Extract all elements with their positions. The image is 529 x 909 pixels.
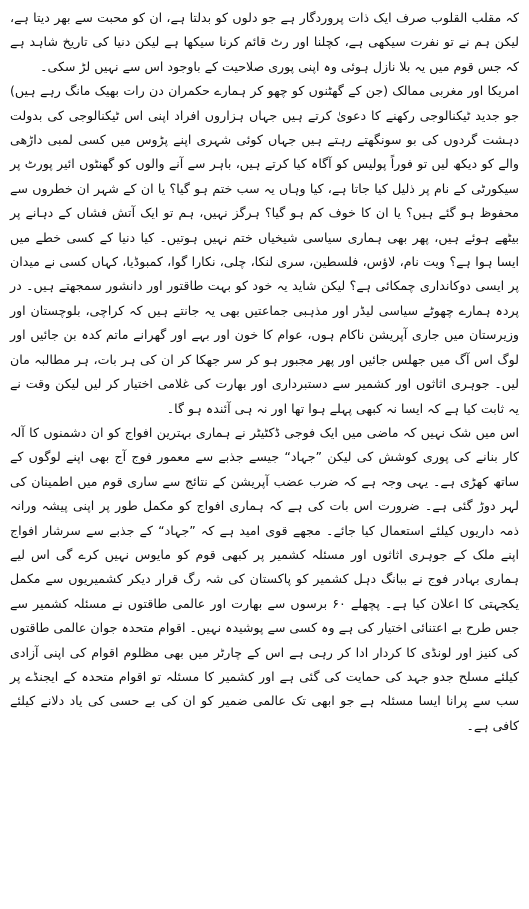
paragraph-opening: کہ مقلب القلوب صرف ایک ذات پروردگار ہے جو دلوں کو بدلتا ہے، ان کو محبت سے بھر دیتا ہے، لیکن ہم نے تو نفرت سیکھی ہے، کچلنا اور رٹ قائم کرنا سیکھا ہے لیکن دنیا کی تاریخ شاہد ہے کہ جس قوم میں یہ بلا نازل ہوئی وہ اپنی پوری صلاحیت کے باوجود اس سے نہیں لڑ سکی۔ bbox=[10, 10, 519, 74]
paragraph-western-countries: امریکا اور مغربی ممالک (جن کے گھٹنوں کو چھو کر ہمارے حکمران دن رات بھیک مانگ رہے ہیں) جو جدید ٹیکنالوجی رکھنے کا دعویٰ کرتے ہیں جہاں ہزاروں افراد اپنی اس ٹیکنالوجی کی بدولت دہشت گردوں کی بو سونگھتے رہتے ہیں جہاں کوئی شہری اپنے پڑوس میں کسی لمبی داڑھی والے کو دیکھ لیں تو فوراً پولیس کو آگاہ کیا کرتے ہیں، باہر سے آنے والوں کو گھنٹوں ائیر پورٹ پر سیکورٹی کے نام پر ذلیل کیا جاتا ہے، کیا وہاں یہ سب ختم ہو گیا؟ یا ان کے شہر ان خطروں سے محفوظ ہو گئے ہیں؟ یا ان کا خوف کم ہو گیا؟ ہرگز نہیں، ہم تو ایک آتش فشاں کے دہانے پر بیٹھے ہوئے ہیں، پھر بھی ہماری سیاسی شیخیاں ختم نہیں ہوتیں۔ کیا دنیا کے کسی خطے میں ایسا ہوا ہے؟ ویت نام، لاؤس، فلسطین، سری لنکا، چلی، نکارا گوا، کمبوڈیا، کہاں کسی نے میدان پر ایسی دوکانداری چمکائی ہے؟ لیکن شاید یہ خود کو بہت طاقتور اور دانشور سمجھتے ہیں۔ در پردہ ہمارے چھوٹے سیاسی لیڈر اور مذہبی جماعتیں بھی یہ جانتے ہیں کہ کراچی، بلوچستان اور وزیرستان میں جاری آپریشن ناکام ہوں، عوام کا خون اور بہے اور گھرانے ماتم کدہ بن جائیں اور لوگ اس آگ میں جھلس جائیں اور پھر مجبور ہو کر سر جھکا کر ان کی ہر بات، ہر مطالبہ مان لیں۔ جوہری اثاثوں اور کشمیر سے دستبرداری اور بھارت کی غلامی اختیار کر لیں لیکن وقت نے یہ ثابت کیا ہے کہ ایسا نہ کبھی پہلے ہوا تھا اور نہ ہی آئندہ ہو گا۔ bbox=[10, 83, 519, 416]
paragraph-army-kashmir: اس میں شک نہیں کہ ماضی میں ایک فوجی ڈکٹیٹر نے ہماری بہترین افواج کو ان دشمنوں کا آلہ کار بنانے کی پوری کوشش کی لیکن ”جہاد“ جیسے جذبے سے معمور فوج آج بھی اپنے لوگوں کے ساتھ کھڑی ہے۔ یہی وجہ ہے کہ ضرب عضب آپریشن کے نتائج سے ساری قوم میں اطمینان کی لہر دوڑ گئی ہے۔ ضرورت اس بات کی ہے کہ ہماری افواج کو مکمل طور پر اپنی پیشہ ورانہ ذمہ داریوں کیلئے استعمال کیا جائے۔ مجھے قوی امید ہے کہ ”جہاد“ کے جذبے سے سرشار افواج اپنے ملک کے جوہری اثاثوں اور مسئلہ کشمیر پر کبھی قوم کو مایوس نہیں کرے گی اس لیے ہماری بہادر فوج نے ببانگ دہل کشمیر کو پاکستان کی شہ رگ قرار دیکر کشمیریوں سے مکمل یکجہتی کا اعلان کیا ہے۔ پچھلے ۶۰ برسوں سے بھارت اور عالمی طاقتوں نے مسئلہ کشمیر سے جس طرح بے اعتنائی اختیار کی ہے وہ کسی سے پوشیدہ نہیں۔ اقوام متحدہ جوان عالمی طاقتوں کی کنیز اور لونڈی کا کردار ادا کر رہی ہے اس کے چارٹر میں بھی مظلوم اقوام کی اپنی آزادی کیلئے مسلح جدو جہد کی حمایت کی گئی ہے اور کشمیر کا مسئلہ تو اقوام متحدہ کے ایجنڈے پر سب سے پرانا ایسا مسئلہ ہے جو ابھی تک عالمی ضمیر کو ان کی بے حسی کی یاد دلانے کیلئے کافی ہے۔ bbox=[10, 424, 519, 733]
